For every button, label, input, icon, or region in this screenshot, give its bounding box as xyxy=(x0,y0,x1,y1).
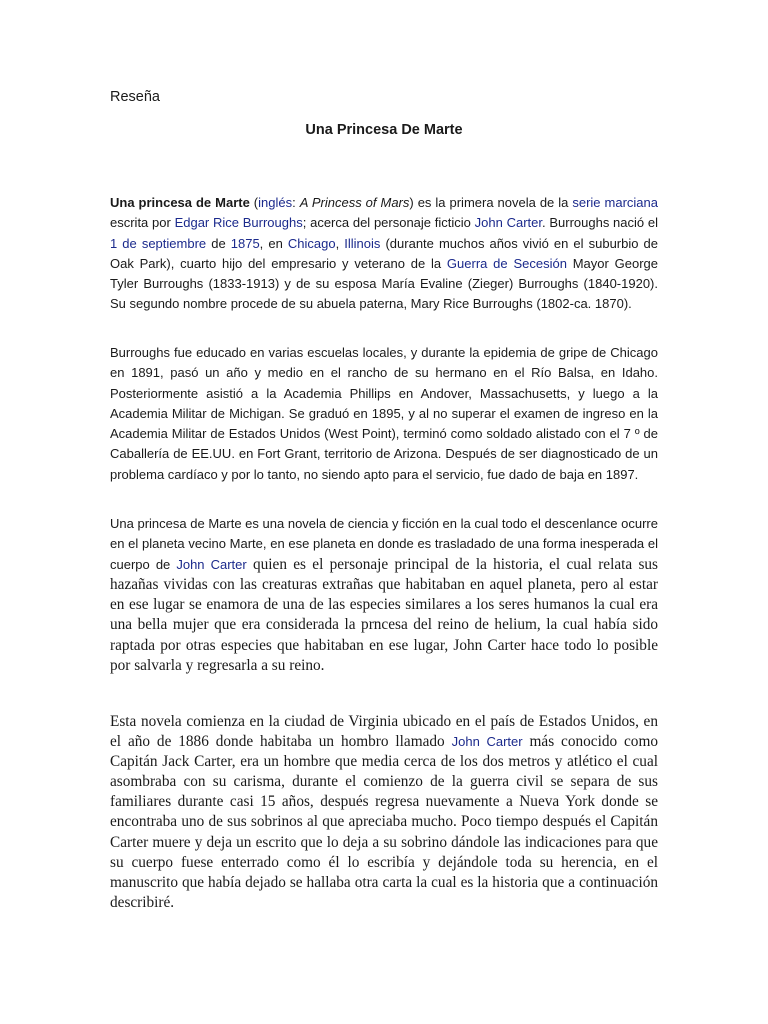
paragraph-4 xyxy=(110,712,658,913)
text-run: Esta novela comienza en la ciudad de Virginia ubicado en el país de Estados Unidos, en el año de 1886 donde habitaba un hombro llamado xyxy=(110,713,658,751)
link-guerra-de-secesion[interactable]: Guerra de Secesión xyxy=(446,255,567,271)
text-run: (durante muchos años vivió en el suburbio de Oak Park), cuarto hijo del empresario y veterano de la xyxy=(110,235,658,271)
text-run-serif: quien es el personaje principal de la historia, el cual relata sus hazañas vividas con las creaturas extrañas que habitaban en aquel planeta, pero al estar en ese lugar se enamora de una de las especies similares a los seres humanos la cual era una bella mujer que era considerada la prncesa del reino de helium, la cual había sido raptada por otras especies que habitaban en ese lugar, John Carter hace todo lo posible por salvarla y regresarla a su reino. xyxy=(110,555,658,675)
link-1-septiembre[interactable]: 1 de septiembre xyxy=(110,235,207,251)
text-run: más conocido como Capitán Jack Carter, era un hombre que media cerca de los dos metros y atlético el cual asombraba con su carisma, durante el comienzo de la guerra civil se separa de sus familiares durante casi 15 años, después regresa nuevamente a Nueva York donde se encontraba uno de sus sobrinos al que apreciaba mucho. Poco tiempo después el Capitán Carter muere y deja un escrito que lo deja a su sobrino dándole las indicaciones para que su cuerpo fuese enterrado como él lo escribía y dejándole toda su herencia, en el manuscrito que había dejado se hallaba otra carta la cual es la historia que a continuación describiré. xyxy=(110,733,659,911)
link-john-carter-2[interactable]: John Carter xyxy=(176,556,247,572)
document-title: Una Princesa De Marte xyxy=(305,122,463,138)
english-title-italic: A Princess of Mars xyxy=(299,195,410,210)
link-chicago[interactable]: Chicago xyxy=(287,235,336,251)
link-serie-marciana[interactable]: serie marciana xyxy=(572,195,658,210)
link-illinois[interactable]: Illinois xyxy=(344,235,381,251)
paragraph-1 xyxy=(110,193,658,315)
text-run: de xyxy=(206,235,231,251)
text-run: : xyxy=(292,195,300,210)
text-run: escrita por xyxy=(110,215,175,231)
text-run: ; acerca del personaje ficticio xyxy=(302,215,475,231)
link-edgar-rice-burroughs[interactable]: Edgar Rice Burroughs xyxy=(174,215,303,231)
text-run: . Burroughs nació el xyxy=(541,215,658,231)
book-title-bold: Una princesa de Marte xyxy=(110,195,250,210)
text-run: Mayor George Tyler Burroughs (1833-1913) y de su esposa María Evaline (Zieger) Burroughs (1840-1920). Su segundo nombre procede de su abuela paterna, Mary Rice Burroughs (1802-ca. 1870). xyxy=(110,255,658,312)
paragraph-3 xyxy=(110,514,658,676)
link-john-carter-3[interactable]: John Carter xyxy=(451,734,523,750)
text-run: , en xyxy=(259,235,288,251)
text-run: Una princesa de Marte es una novela de ciencia y ficción en la cual todo el descenlance ocurre en el planeta vecino Marte, en ese planeta en donde es trasladado de una forma inesperada el cuerpo de xyxy=(110,516,658,572)
link-ingles[interactable]: inglés xyxy=(258,195,293,210)
review-label: Reseña xyxy=(110,89,160,105)
link-1875[interactable]: 1875 xyxy=(230,235,260,251)
text-run: ( xyxy=(249,195,259,210)
text-run: , xyxy=(335,235,345,251)
paragraph-2: Burroughs fue educado en varias escuelas locales, y durante la epidemia de gripe de Chicago en 1891, pasó un año y medio en el rancho de su hermano en el Río Balsa, en Idaho. Posteriormente asistió a la Academia Phillips en Andover, Massachusetts, y luego a la Academia Militar de Michigan. Se graduó en 1895, y al no superar el examen de ingreso en la Academia Militar de Estados Unidos (West Point), terminó como soldado alistado con el 7 º de Caballería de EE.UU. en Fort Grant, territorio de Arizona. Después de ser diagnosticado de un problema cardíaco y por lo tanto, no siendo apto para el servicio, fue dado de baja en 1897. xyxy=(110,345,658,482)
link-john-carter[interactable]: John Carter xyxy=(474,215,542,231)
text-run: ) es la primera novela de la xyxy=(409,195,573,210)
